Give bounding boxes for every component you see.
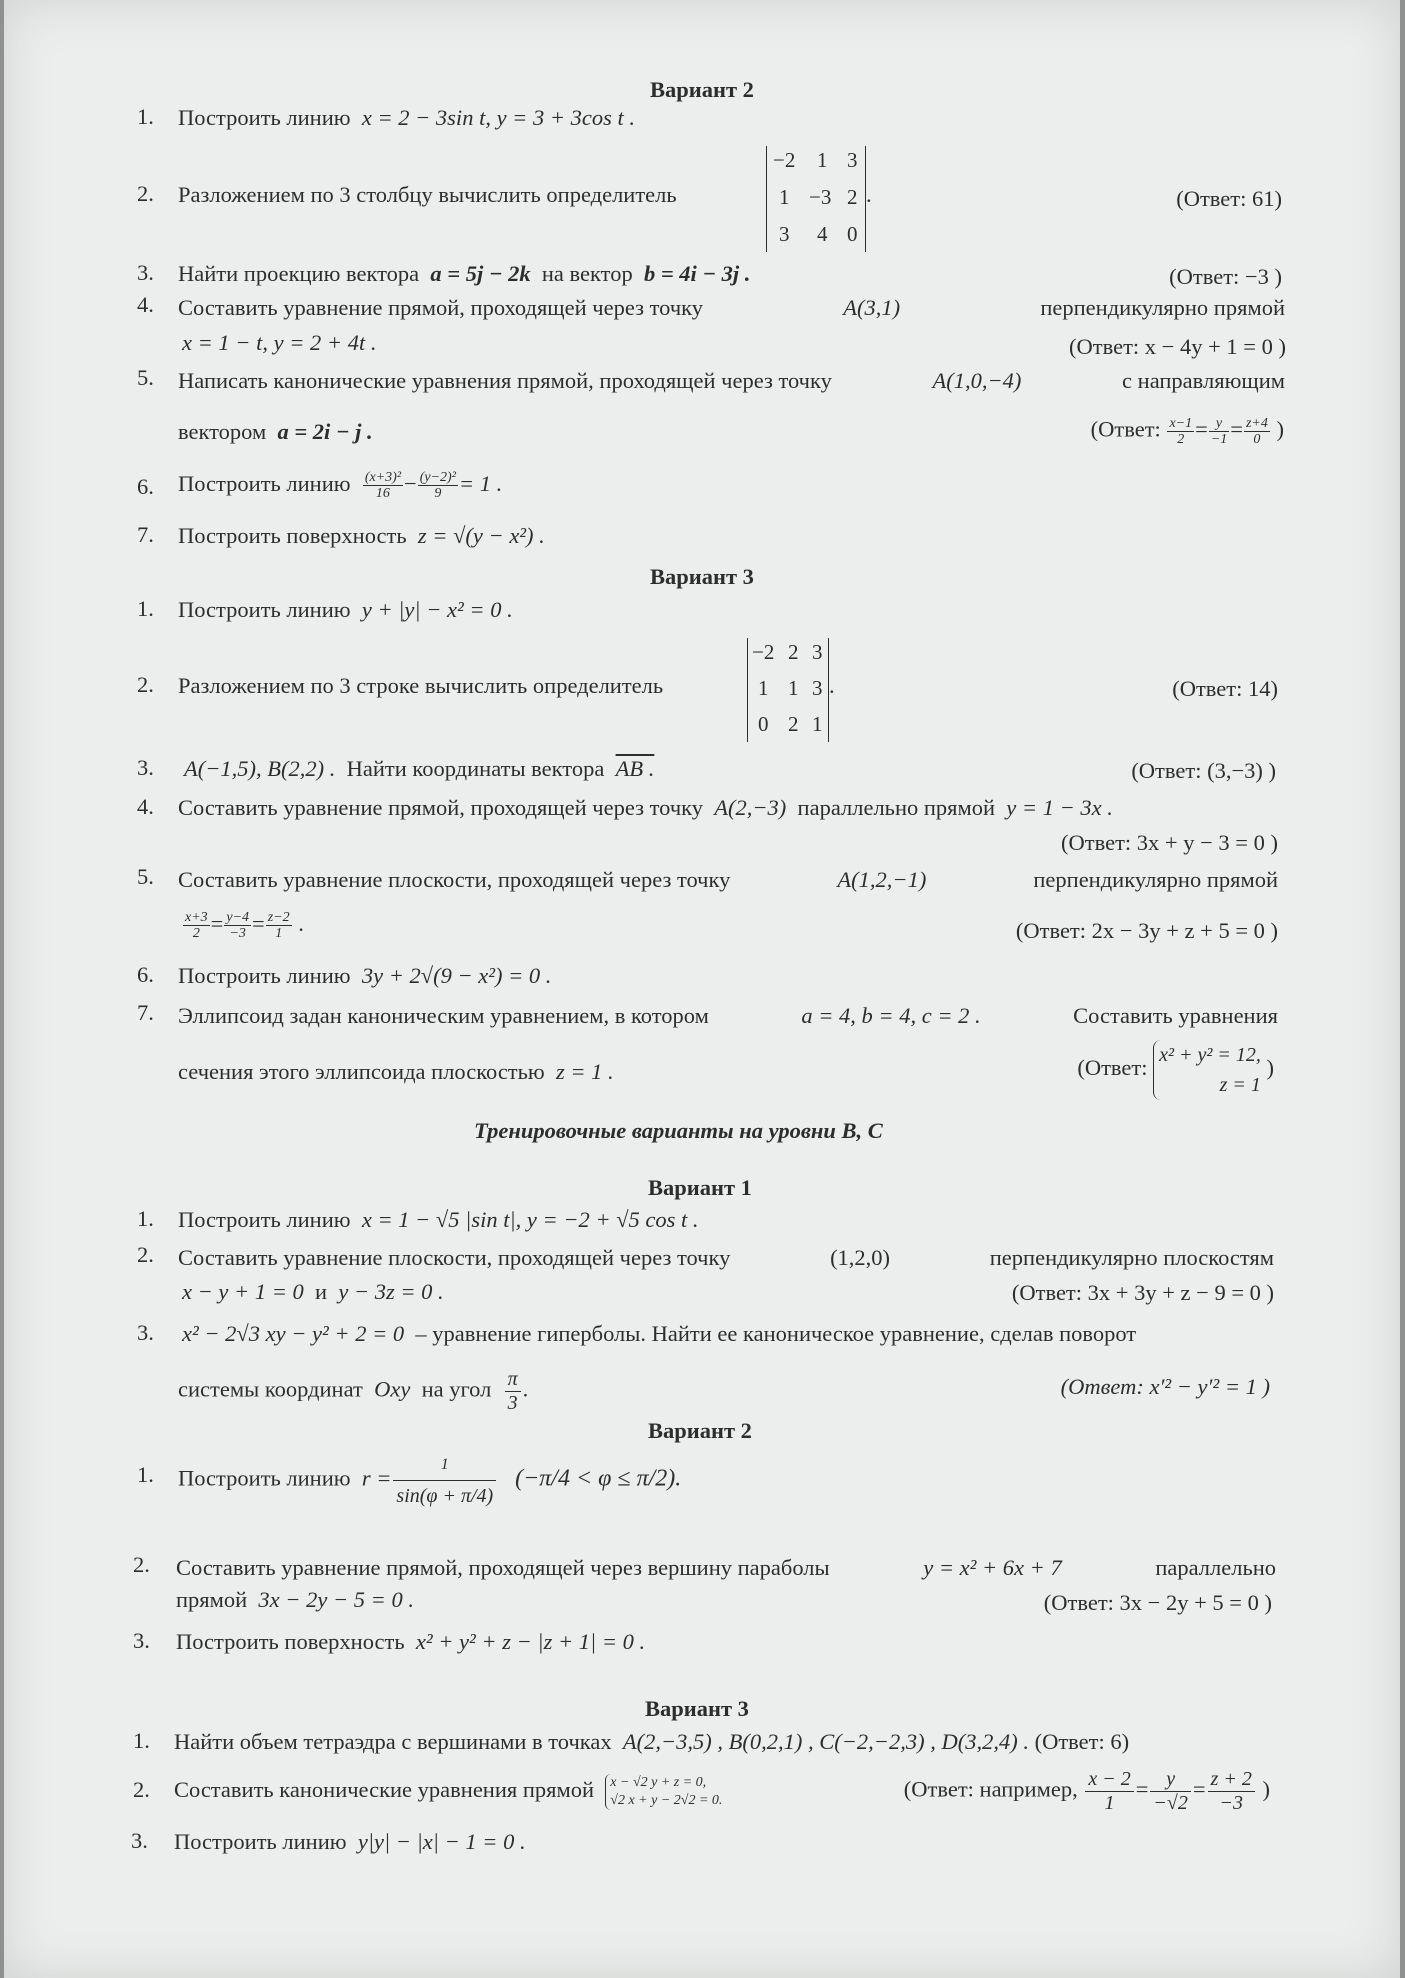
formula: x = 1 − √5 |sin t|, y = −2 + √5 cos t . (361, 1207, 699, 1232)
item-number: 5. (137, 864, 154, 889)
problem-text (178, 522, 545, 550)
fraction (363, 470, 403, 501)
numerator: π (505, 1368, 521, 1392)
item-number: 1. (133, 1728, 150, 1753)
problem-text (178, 418, 373, 446)
answer-label: ) (1266, 1055, 1274, 1081)
problem-label: перпендикулярно прямой (1040, 295, 1285, 320)
item-number: 3. (137, 1320, 154, 1345)
denominator: 9 (434, 486, 442, 502)
heading-training-variant-2: Вариант 2 (648, 1418, 752, 1443)
fraction (1167, 416, 1194, 447)
fraction (1150, 1768, 1190, 1815)
item-number: 1. (137, 1206, 154, 1231)
formula: b = 4i − 3j . (643, 261, 751, 286)
determinant-matrix (747, 638, 829, 742)
problem-text: Разложением по 3 строке вычислить определитель (178, 673, 664, 698)
formula: (1,2,0) (830, 1245, 891, 1270)
denominator: −3 (229, 926, 246, 942)
fraction (266, 910, 292, 941)
formula: AB . (615, 756, 655, 781)
fraction (1085, 1768, 1133, 1815)
problem-label: прямой (176, 1587, 248, 1612)
document-page: Вариант 2 1. Построить линию x = 2 − 3sin t, y = 3 + 3cos t . 2. Разложением по 3 столбцу вычислить определитель −2 1 3 1 −3 2 3 4 0 . (Ответ: 61) 3. Найти проекцию вектора a = 5j − 2k на вектор b = 4i − 3j . (Ответ: −3 ) 4. Составить уравнение прямой, проходящей через точку A(3,1) перпендикулярно прямой x = 1 − t, y = 2 + 4t . (Ответ: x − 4y + 1 = 0 ) 5. Написать канонические уравнения прямой, проходящей через точку A(1,0,−4) с направляющим вектором a = 2i − j . (Ответ: $\frac{x-1}{2}$ = $\frac{y}{-1}$ = $\frac{z+4}{0}$ ) 6. Построить линию $\frac{\text{(x+3)²}}{16}$ − $\frac{\text{(y−2)²}}{9}$ = 1 . 7. Построить поверхность z = √(y − x²) . Вариант 3 1. Построить линию y + |y| − x² = 0 . 2. Разложением по 3 строке вычислить определитель −2 2 3 1 1 3 0 2 1 . (Ответ: 14) 3. A(−1,5), B(2,2) . Найти координаты вектора AB . (Ответ: (3,−3) ) 4. Составить уравнение прямой, проходящей через точку A(2,−3) параллельно прямой y = 1 − 3x . (Ответ: 3x + y − 3 = 0 ) 5. Составить уравнение плоскости, проходящей через точку A(1,2,−1) перпендикулярно прямой $\frac{x+3}{2}$ = $\frac{y-4}{-3}$ = $\frac{z-2}{1}$ . (Ответ: 2x − 3y + z + 5 = 0 ) 6. Построить линию 3y + 2√(9 − x²) = 0 . 7. Эллипсоид задан каноническим уравнением, в котором a = 4, b = 4, c = 2 . Составить уравнения сечения этого эллипсоида плоскостью z = 1 . (Ответ: x² + y² = 12, z = 1 ) Тренировочные варианты на уровни В, С Вариант 1 1. Построить линию x = 1 − √5 |sin t|, y = −2 + √5 cos t . 2. Составить уравнение плоскости, проходящей через точку (1,2,0) перпендикулярно плоскостям x − y + 1 = 0 и y − 3z = 0 . (Ответ: 3x + 3y + z − 9 = 0 ) 3. x² − 2√3 xy − y² + 2 = 0 – уравнение гиперболы. Найти ее каноническое уравнение, сделав поворот системы координат Oxy на угол $\frac{\pi}{3}$ . (Ответ: x′² − y′² = 1 ) Вариант 2 1. Построить линию r = 1 sin(φ + π/4) (−π/4 < φ ≤ π/2). 2. Составить уравнение прямой, проходящей через вершину параболы y = x² + 6x + 7 параллельно прямой 3x − 2y − 5 = 0 . (Ответ: 3x − 2y + 5 = 0 ) 3. Построить поверхность x² + y² + z − |z + 1| = 0 . Вариант 3 1. Найти объем тетраэдра с вершинами в точках A(2,−3,5) , B(0,2,1) , C(−2,−2,3) , D(3,2,4) . (Ответ: 6) 2. Составить канонические уравнения прямой x − √2 y + z = 0, √2 x + y − 2√2 = 0. (Ответ: например, $\frac{x - 2}{1}$ = $\frac{y}{-√2}$ = $\frac{z + 2}{-3}$ ) 3. Построить линию y|y| − |x| − 1 = 0 . (4, 0, 1400, 1978)
answer: (Ответ: например, $\frac{x - 2}{1}$ = $\frac{y}{-√2}$ = $\frac{z + 2}{-3}$ ) (903, 1768, 1270, 1814)
fraction (1244, 416, 1270, 447)
item-number: 3. (137, 755, 154, 780)
problem-text (176, 1554, 1276, 1582)
item-number: 2. (133, 1777, 150, 1802)
denominator: 3 (507, 1392, 518, 1414)
numerator: x+3 (185, 910, 208, 926)
problem-text (176, 1628, 645, 1656)
item-number: 1. (137, 104, 154, 129)
matrix-cell: 3 (847, 148, 858, 172)
item-number: 2. (137, 181, 154, 206)
fraction (505, 1368, 521, 1415)
matrix-cell: 0 (758, 712, 769, 736)
item-number: 4. (137, 292, 154, 317)
formula: y = x² + 6x + 7 (923, 1555, 1062, 1580)
equation-system (1153, 1040, 1261, 1100)
matrix-cell: −2 (773, 148, 796, 172)
matrix-cell: 1 (758, 676, 769, 700)
answer: (Ответ: −3 ) (1169, 264, 1282, 289)
matrix-cell: 4 (817, 222, 828, 246)
problem-text: Разложением по 3 столбцу вычислить определитель (178, 182, 677, 207)
problem-text (178, 1206, 699, 1234)
problem-label: и (315, 1279, 328, 1304)
formula: a = 2i − j . (277, 419, 373, 444)
fraction (1209, 416, 1229, 447)
problem-label: Построить линию (174, 1829, 347, 1854)
formula: x = 2 − 3sin t, y = 3 + 3cos t . (361, 105, 636, 130)
formula: y − 3z = 0 . (338, 1279, 444, 1304)
fraction (224, 910, 251, 941)
problem-label: системы координат (178, 1376, 363, 1402)
formula: r = (361, 1465, 392, 1491)
answer: (Ответ: 2x − 3y + z + 5 = 0 ) (1015, 918, 1278, 943)
denominator: sin(φ + π/4) (396, 1485, 494, 1507)
problem-label: Построить линию (178, 105, 351, 130)
formula: y|y| − |x| − 1 = 0 . (357, 1829, 526, 1854)
numerator: z+4 (1245, 416, 1268, 431)
fraction (1208, 1768, 1255, 1815)
answer-label: (Ответ: например, (903, 1776, 1078, 1802)
denominator: −1 (1210, 432, 1228, 447)
formula: x = 1 − t, y = 2 + 4t . (182, 330, 377, 355)
problem-text (178, 1058, 614, 1086)
problem-label: Эллипсоид задан каноническим уравнением, в котором (178, 1003, 709, 1028)
formula: $\frac{x+3}{2}$ = $\frac{y-4}{-3}$ = $\frac{z-2}{1}$ . (185, 910, 304, 942)
equation-system (605, 1774, 722, 1810)
denominator: 2 (1177, 432, 1185, 447)
answer: (Ответ: (3,−3) ) (1131, 758, 1276, 783)
problem-label: вектором (178, 419, 267, 444)
formula: 3x − 2y − 5 = 0 . (258, 1587, 414, 1612)
problem-label: Построить поверхность (176, 1629, 405, 1654)
item-number: 3. (131, 1828, 148, 1853)
denominator: 2 (192, 926, 200, 942)
formula: A(2,−3) (714, 795, 787, 820)
problem-label: Найти объем тетраэдра с вершинами в точках (174, 1729, 612, 1754)
formula: z = 1 . (555, 1059, 614, 1084)
item-number: 5. (137, 365, 154, 390)
numerator: z−2 (267, 910, 290, 926)
matrix-cell: 1 (779, 185, 790, 209)
problem-text (178, 1450, 681, 1511)
problem-label: – уравнение гиперболы. Найти ее каноническое уравнение, сделав поворот (415, 1321, 1137, 1346)
system-row: x² + y² = 12, (1159, 1044, 1261, 1066)
matrix-cell: 1 (817, 148, 828, 172)
problem-label: Построить линию (178, 1465, 351, 1491)
problem-label: Построить линию (178, 471, 351, 496)
formula: a = 4, b = 4, c = 2 . (801, 1003, 981, 1028)
system-row: x − √2 y + z = 0, (610, 1775, 707, 1790)
formula: 3y + 2√(9 − x²) = 0 . (361, 963, 552, 988)
heading-training-variant-3: Вариант 3 (645, 1696, 749, 1721)
system-row: z = 1 (1219, 1074, 1261, 1096)
answer-label: ) (1262, 1776, 1270, 1802)
item-number: 2. (137, 672, 154, 697)
problem-text (178, 294, 1285, 322)
problem-label: с направляющим (1122, 368, 1285, 393)
heading-variant-2: Вариант 2 (650, 77, 754, 102)
problem-label: Составить уравнение прямой, проходящей через точку (178, 795, 703, 820)
matrix-cell: 1 (812, 712, 823, 736)
system-row: √2 x + y − 2√2 = 0. (610, 1793, 723, 1808)
answer: (Ответ: 61) (1176, 186, 1282, 211)
numerator: y (1150, 1768, 1190, 1792)
problem-text (178, 962, 551, 990)
numerator: 1 (393, 1450, 496, 1481)
item-number: 7. (137, 1000, 154, 1025)
heading-variant-3: Вариант 3 (650, 564, 754, 589)
denominator: 1 (275, 926, 283, 942)
answer: (Ответ: x − 4y + 1 = 0 ) (1069, 334, 1286, 359)
answer-label: (Ответ: (1077, 1055, 1148, 1081)
problem-label: перпендикулярно прямой (1033, 867, 1278, 892)
answer: (Ответ: 3x − 2y + 5 = 0 ) (1043, 1590, 1272, 1615)
item-number: 3. (137, 260, 154, 285)
answer: (Ответ: 3x + 3y + z − 9 = 0 ) (1011, 1280, 1274, 1305)
section-heading-training: Тренировочные варианты на уровни В, С (474, 1118, 883, 1143)
matrix-cell: 0 (847, 222, 858, 246)
numerator: y−4 (226, 910, 250, 926)
problem-text (174, 1828, 526, 1856)
item-number: 1. (137, 596, 154, 621)
item-number: 3. (133, 1628, 150, 1653)
problem-label: на угол (421, 1376, 492, 1402)
item-number: 7. (137, 522, 154, 547)
matrix-cell: 3 (812, 676, 823, 700)
formula: A(2,−3,5) , B(0,2,1) , C(−2,−2,3) , D(3,2,4) . (622, 1729, 1029, 1754)
heading-training-variant-1: Вариант 1 (648, 1175, 752, 1200)
problem-text (178, 596, 513, 624)
answer: (Ответ: 3x + y − 3 = 0 ) (1061, 830, 1278, 855)
problem-text (174, 1728, 1129, 1756)
answer: (Ответ: 14) (1172, 676, 1278, 701)
item-number: 2. (137, 1242, 154, 1267)
problem-text (178, 367, 1285, 395)
matrix-cell: 3 (779, 222, 790, 246)
formula: y + |y| − x² = 0 . (361, 597, 513, 622)
denominator: −√2 (1153, 1792, 1188, 1814)
answer-label: (Ответ: (1090, 416, 1161, 442)
answer: (Ответ: 6) (1034, 1729, 1130, 1754)
formula: x² − 2√3 xy − y² + 2 = 0 (182, 1321, 405, 1346)
denominator: −3 (1219, 1792, 1243, 1814)
fraction (393, 1450, 496, 1511)
fraction (418, 470, 458, 501)
numerator: y (1209, 416, 1229, 432)
problem-text: системы координат Oxy на угол $\frac{\pi}{3}$ . (178, 1368, 529, 1414)
problem-text (178, 1002, 1278, 1030)
denominator: 1 (1104, 1792, 1115, 1814)
formula: (−π/4 < φ ≤ π/2). (515, 1465, 682, 1492)
problem-label: Написать канонические уравнения прямой, проходящей через точку (178, 368, 832, 393)
numerator: x−1 (1169, 416, 1193, 431)
formula: x² + y² + z − |z + 1| = 0 . (415, 1629, 646, 1654)
numerator: (y−2)² (419, 470, 456, 486)
formula: A(−1,5), B(2,2) . (184, 756, 336, 781)
numerator: z + 2 (1208, 1768, 1255, 1792)
problem-text (182, 1320, 1136, 1348)
matrix-cell: 3 (812, 640, 823, 664)
matrix-cell: 2 (788, 640, 799, 664)
matrix-cell: −3 (809, 185, 832, 209)
formula: Oxy (374, 1376, 411, 1402)
item-number: 2. (133, 1552, 150, 1577)
problem-label: Построить линию (178, 597, 351, 622)
problem-label: Составить уравнение прямой, проходящей через точку (178, 295, 703, 320)
problem-text (174, 1774, 722, 1810)
problem-label: на вектор (541, 261, 633, 286)
problem-text (182, 1278, 444, 1306)
problem-label: Составить уравнение плоскости, проходящей через точку (178, 1245, 731, 1270)
problem-label: Построить линию (178, 963, 351, 988)
item-number: 6. (137, 962, 154, 987)
problem-label: параллельно прямой (797, 795, 996, 820)
fraction (183, 910, 210, 941)
answer: (Ответ: x′² − y′² = 1 ) (1060, 1374, 1270, 1399)
numerator: (x+3)² (364, 470, 402, 486)
matrix-cell: 2 (788, 712, 799, 736)
problem-label: Составить уравнение прямой, проходящей через вершину параболы (176, 1555, 830, 1580)
denominator: 0 (1253, 432, 1261, 447)
formula: A(1,2,−1) (837, 867, 927, 892)
formula: = 1 . (458, 471, 503, 496)
numerator: x − 2 (1085, 1768, 1133, 1792)
formula: A(3,1) (843, 295, 901, 320)
matrix-cell: 2 (847, 185, 858, 209)
problem-text (178, 104, 635, 132)
formula: a = 5j − 2k (430, 261, 531, 286)
problem-text (178, 794, 1113, 822)
formula: x − y + 1 = 0 (182, 1279, 304, 1304)
problem-label: Составить уравнение плоскости, проходящей через точку (178, 867, 731, 892)
item-number: 6. (137, 474, 154, 499)
problem-label: Найти координаты вектора (346, 756, 605, 781)
problem-label: Найти проекцию вектора (178, 261, 420, 286)
problem-label: Составить канонические уравнения прямой (174, 1777, 595, 1803)
item-number: 4. (137, 794, 154, 819)
formula: A(1,0,−4) (932, 368, 1022, 393)
problem-label: Построить линию (178, 1207, 351, 1232)
problem-label: параллельно (1155, 1555, 1276, 1580)
problem-label: перпендикулярно плоскостям (989, 1245, 1274, 1270)
problem-label: сечения этого эллипсоида плоскостью (178, 1059, 545, 1084)
answer: (Ответ: $\frac{x-1}{2}$ = $\frac{y}{-1}$ = $\frac{z+4}{0}$ ) (1090, 416, 1284, 447)
problem-text (176, 1586, 414, 1614)
problem-text (178, 260, 750, 288)
denominator: 16 (375, 486, 390, 502)
formula: z = √(y − x²) . (417, 523, 545, 548)
problem-text (178, 1244, 1274, 1272)
answer (1077, 1040, 1274, 1100)
problem-text (184, 755, 654, 783)
problem-label: Построить поверхность (178, 523, 407, 548)
answer-label: ) (1276, 416, 1284, 442)
item-number: 1. (137, 1462, 154, 1487)
problem-text: Построить линию $\frac{\text{(x+3)²}}{16}$ − $\frac{\text{(y−2)²}}{9}$ = 1 . (178, 470, 503, 502)
determinant-matrix (766, 146, 866, 252)
problem-label: Составить уравнения (1073, 1003, 1278, 1028)
matrix-cell: −2 (752, 640, 775, 664)
problem-text (178, 866, 1278, 894)
matrix-cell: 1 (788, 676, 799, 700)
formula: y = 1 − 3x . (1006, 795, 1113, 820)
